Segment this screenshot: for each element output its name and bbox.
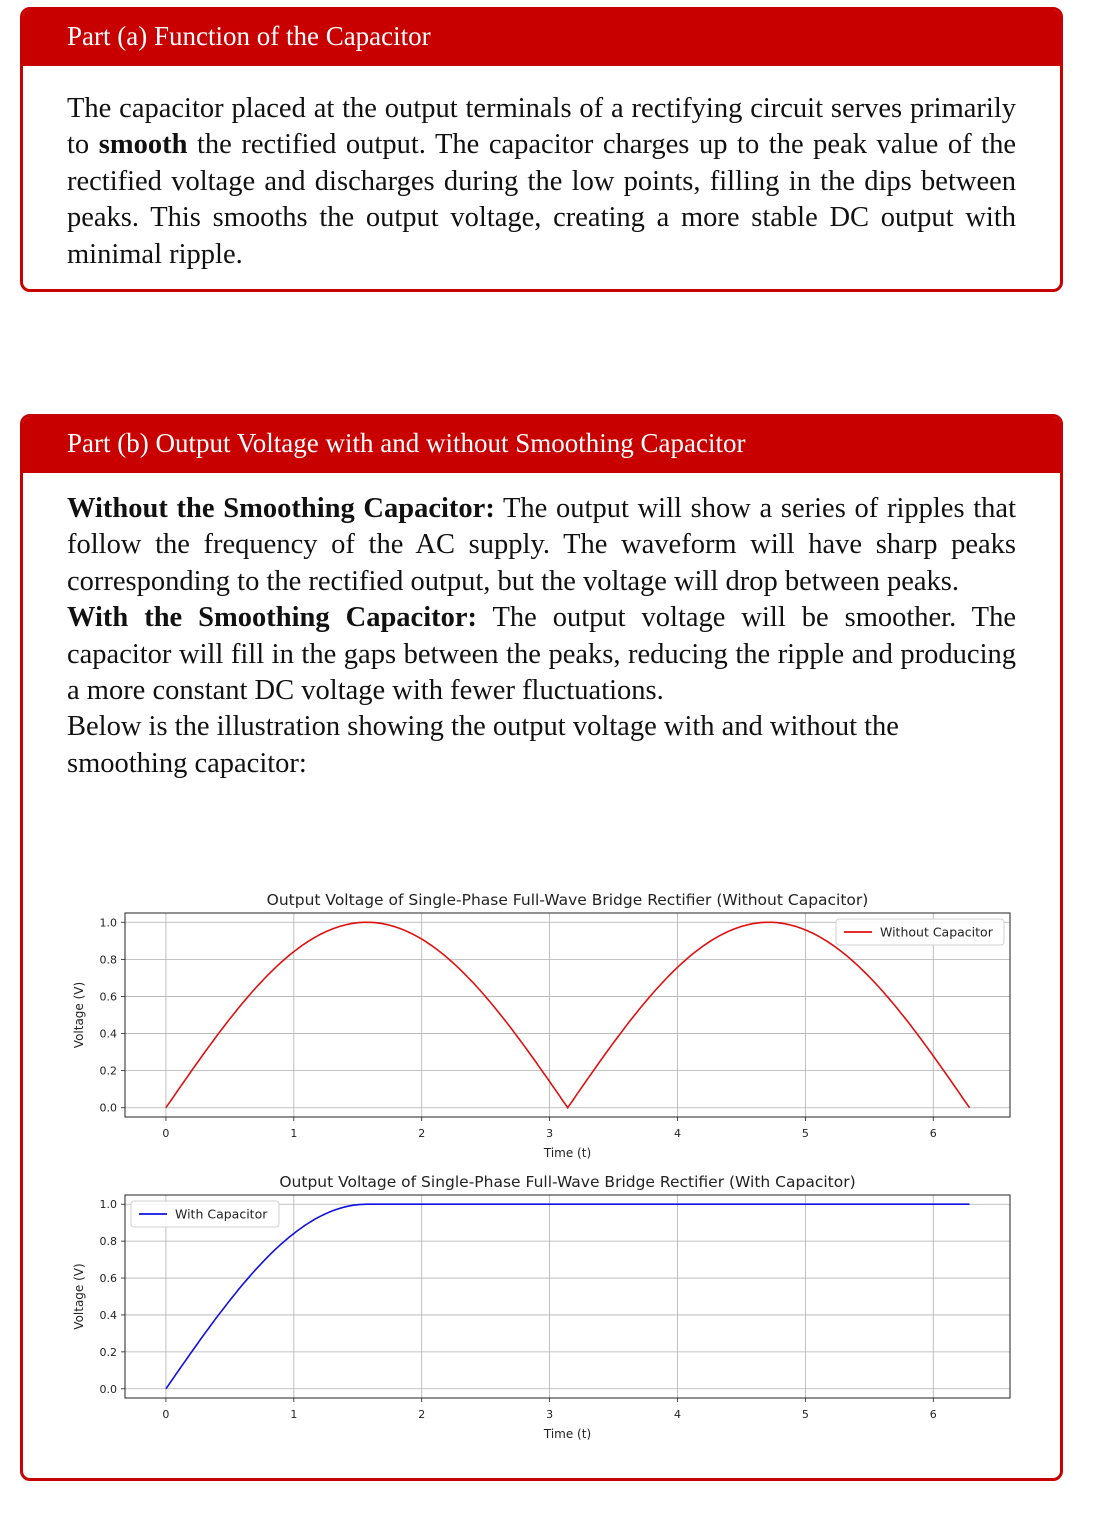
x-tick-label: 0 — [162, 1408, 170, 1421]
x-tick-label: 0 — [162, 1127, 170, 1140]
y-tick-label: 0.0 — [99, 1382, 117, 1396]
y-tick-label: 0.8 — [99, 953, 117, 967]
y-axis-label: Voltage (V) — [72, 1263, 86, 1330]
y-tick-label: 0.6 — [99, 990, 117, 1004]
series-line-with-capacitor — [166, 1204, 970, 1389]
y-axis-label: Voltage (V) — [72, 981, 86, 1049]
legend-label: With Capacitor — [175, 1206, 268, 1222]
chart-with-capacitor — [72, 1173, 1010, 1441]
part-a-text-2: the rectified output. The capacitor charges up to the peak value of the rectified voltage and discharges during the low points, filling in the dips between peaks. This smooths the output voltage, creating a more stable DC output with minimal ripple. — [67, 129, 1016, 270]
with-capacitor-label: With the Smoothing Capacitor: — [67, 602, 477, 634]
x-tick-label: 2 — [418, 1127, 426, 1140]
without-capacitor-label: Without the Smoothing Capacitor: — [67, 493, 495, 524]
x-tick-label: 1 — [290, 1127, 298, 1140]
legend-label: Without Capacitor — [880, 924, 993, 940]
x-tick-label: 3 — [546, 1408, 554, 1421]
x-tick-label: 5 — [801, 1127, 809, 1140]
y-tick-label: 0.4 — [99, 1027, 117, 1041]
x-tick-label: 4 — [673, 1408, 681, 1421]
legend — [836, 919, 1004, 945]
x-tick-label: 6 — [929, 1408, 937, 1421]
x-axis-label: Time (t) — [543, 1427, 592, 1441]
part-b-heading: Part (b) Output Voltage with and without Smoothing Capacitor — [23, 417, 1060, 473]
without-capacitor-text: The output will show a series of ripples that follow the frequency of the AC supply. The waveform will have sharp peaks corresponding to the rectified output, but the voltage will drop between peaks. — [67, 493, 1016, 597]
y-tick-label: 1.0 — [99, 1198, 117, 1212]
part-a-heading: Part (a) Function of the Capacitor — [23, 10, 1060, 66]
chart-title: Output Voltage of Single-Phase Full-Wave Bridge Rectifier (With Capacitor) — [279, 1173, 856, 1191]
y-tick-label: 0.4 — [99, 1308, 117, 1322]
legend — [131, 1201, 279, 1227]
x-tick-label: 2 — [418, 1408, 426, 1421]
chart-title: Output Voltage of Single-Phase Full-Wave Bridge Rectifier (Without Capacitor) — [266, 891, 869, 909]
part-a-text-1: The capacitor placed at the output terminals of a rectifying circuit serves primarily to — [67, 93, 1016, 161]
y-tick-label: 1.0 — [99, 916, 117, 930]
y-tick-label: 0.6 — [99, 1272, 117, 1286]
part-a-bold-smooth: smooth — [98, 129, 188, 161]
series-line-without-capacitor — [166, 922, 970, 1107]
y-tick-label: 0.2 — [99, 1064, 117, 1078]
y-tick-label: 0.2 — [99, 1345, 117, 1359]
x-tick-label: 1 — [290, 1408, 298, 1421]
chart-without-capacitor — [72, 891, 1010, 1160]
x-tick-label: 6 — [929, 1127, 937, 1140]
y-tick-label: 0.8 — [99, 1235, 117, 1249]
illustration-intro: Below is the illustration showing the output voltage with and without the smoothing capacitor: — [67, 711, 899, 779]
x-axis-label: Time (t) — [543, 1146, 592, 1160]
with-capacitor-text: The output voltage will be smoother. The capacitor will fill in the gaps between the peaks, reducing the ripple and producing a more constant DC voltage with fewer fluctuations. — [67, 602, 1016, 707]
x-tick-label: 4 — [673, 1127, 681, 1140]
x-tick-label: 5 — [801, 1408, 809, 1421]
x-tick-label: 3 — [546, 1127, 554, 1140]
y-tick-label: 0.0 — [99, 1101, 117, 1115]
